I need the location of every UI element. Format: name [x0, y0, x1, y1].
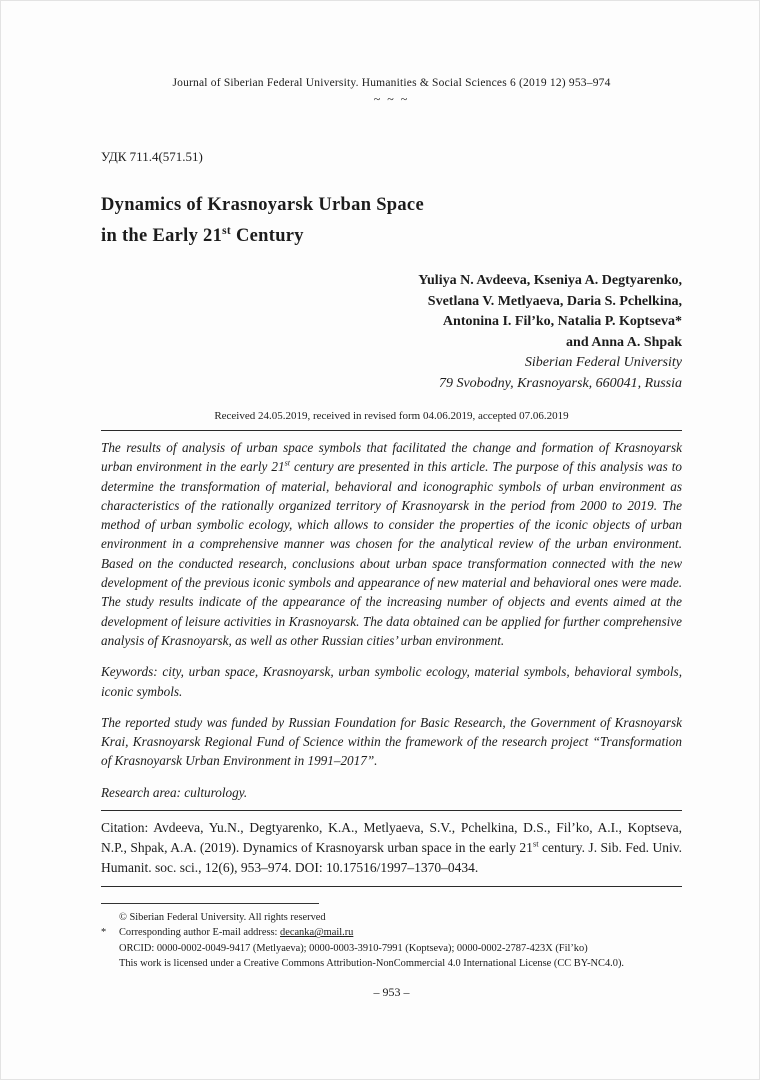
footnote-rule	[101, 903, 319, 904]
citation-text-end: century. J. Sib. Fed. Univ. Humanit. soc. sci., 12(6), 953–974. DOI: 10.17516/1997–1370–0434.	[101, 840, 682, 876]
abstract-paragraph	[101, 438, 682, 650]
abstract-text-start: The results of analysis of urban space symbols that facilitated the change and formation of Krasnoyarsk urban environment in the early 21	[101, 440, 682, 475]
email-link[interactable]: decanka@mail.ru	[280, 927, 354, 939]
abstract-text-end: century are presented in this article. The purpose of this analysis was to determine the transformation of material, behavioral and iconographic symbols of urban environment as characteristics of the rationally organized territory of Krasnoyarsk in the period from 2000 to 2019. The method of urban symbolic ecology, which allows to consider the properties of the iconic objects of urban environment in a comprehensive manner was chosen for the analytical review of the urban environment. Based on the conducted research, conclusions about urban space transformation connected with the new development of the previous iconic symbols and appearance of new material and behavioral ones were made. The study results indicate of the appearance of the increasing number of objects and events aimed at the development of leisure activities in Krasnoyarsk. The data obtained can be applied for further comprehensive analysis of Krasnoyarsk, as well as other Russian cities’ urban environment.	[101, 459, 682, 648]
citation-paragraph	[101, 818, 682, 878]
abstract-top-rule	[101, 430, 682, 431]
keywords-paragraph: Keywords: city, urban space, Krasnoyarsk, urban symbolic ecology, material symbols, behavioral symbols, iconic symbols.	[101, 664, 682, 699]
license-line: This work is licensed under a Creative Commons Attribution-NonCommercial 4.0 International License (CC BY-NC4.0).	[119, 958, 625, 970]
funding-paragraph: The reported study was funded by Russian Foundation for Basic Research, the Government of Krasnoyarsk Krai, Krasnoyarsk Regional Fund of Science within the framework of the research project “Transformation of Krasnoyarsk Urban Environment in 1991–2017”.	[101, 714, 682, 769]
journal-header-line: Journal of Siberian Federal University. Humanities & Social Sciences 6 (2019 12) 953–974	[172, 77, 611, 89]
page-number: – 953 –	[373, 984, 410, 999]
title-superscript: st	[222, 224, 232, 237]
citation-superscript: st	[532, 839, 539, 849]
research-area-line: Research area: culturology.	[101, 784, 248, 800]
title-line2-text: in the Early 21	[101, 226, 223, 246]
article-title-line2	[101, 221, 682, 252]
orcid-line: ORCID: 0000-0002-0049-9417 (Metlyaeva); 0000-0003-3910-7991 (Koptseva); 0000-0002-2787-423X (Fil’ko)	[119, 942, 588, 954]
author-line-4: and Anna A. Shpak	[566, 334, 682, 350]
title-line2-tail: Century	[231, 226, 304, 246]
citation-text-start: Citation: Avdeeva, Yu.N., Degtyarenko, K.A., Metlyaeva, S.V., Pchelkina, D.S., Fil’ko, A.I., Koptseva, N.P., Shpak, A.A. (2019). Dynamics of Krasnoyarsk urban space in the early 21	[101, 820, 682, 856]
citation-top-rule	[101, 810, 682, 811]
abstract-superscript: st	[284, 458, 291, 468]
citation-bottom-rule	[101, 886, 682, 887]
affiliation: Siberian Federal University	[524, 355, 682, 370]
footnote-block	[101, 903, 682, 972]
article-title	[101, 190, 682, 252]
author-line-1: Yuliya N. Avdeeva, Kseniya A. Degtyarenko,	[418, 273, 682, 288]
footnote-asterisk: *	[101, 927, 107, 939]
author-line-2: Svetlana V. Metlyaeva, Daria S. Pchelkina,	[427, 293, 682, 309]
corresponding-author-text: Corresponding author E-mail address:	[119, 927, 281, 939]
article-title-line1: Dynamics of Krasnoyarsk Urban Space	[101, 195, 424, 215]
tilde-separator: ~ ~ ~	[373, 92, 410, 106]
authors-block	[101, 271, 682, 394]
received-dates-line: Received 24.05.2019, received in revised form 04.06.2019, accepted 07.06.2019	[214, 410, 569, 422]
udk-code: УДК 711.4(571.51)	[101, 149, 203, 164]
copyright-line: © Siberian Federal University. All rights reserved	[119, 912, 326, 924]
author-line-3: Antonina I. Fil’ko, Natalia P. Koptseva*	[442, 314, 682, 329]
corresponding-author-line	[101, 925, 682, 940]
affiliation-address: 79 Svobodny, Krasnoyarsk, 660041, Russia	[438, 375, 682, 391]
